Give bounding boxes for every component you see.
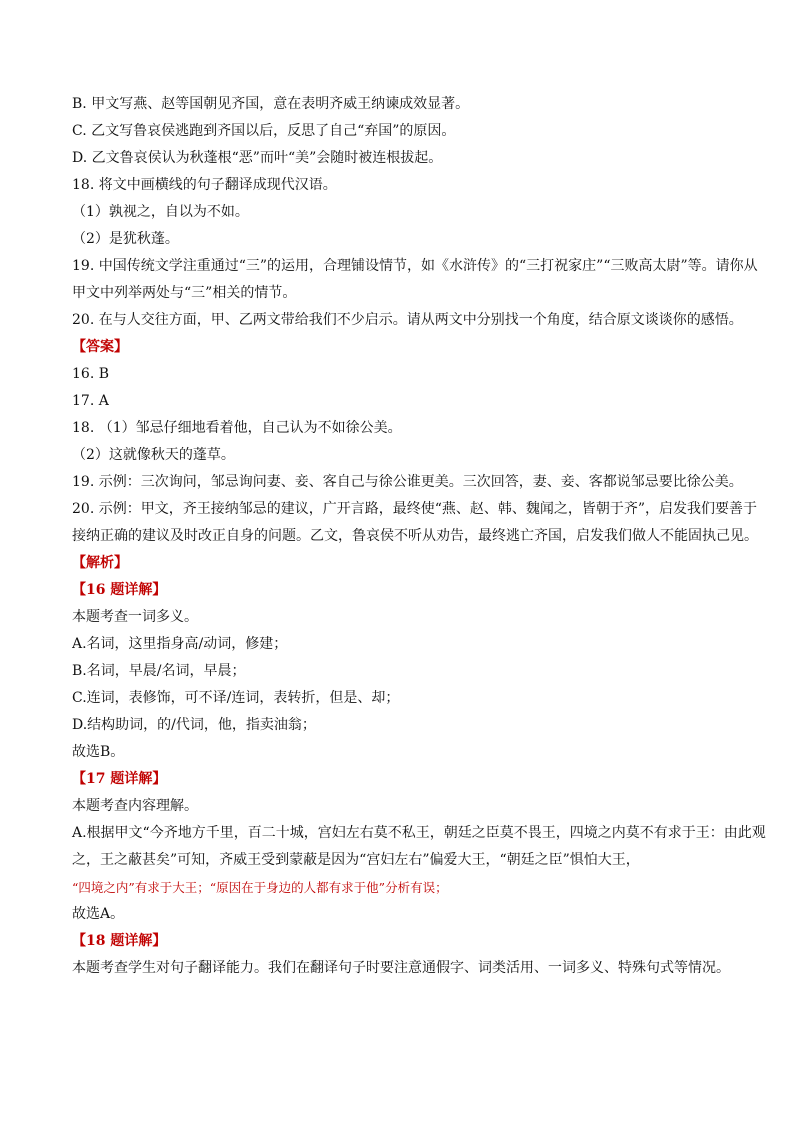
detail-18-heading: 【18 题详解】 [72,933,167,949]
question-20: 20. 在与人交往方面，甲、乙两文带给我们不少启示。请从两文中分别找一个角度，结合原文谈谈你的感悟。 [72,312,743,328]
option-c: C. 乙文写鲁哀侯逃跑到齐国以后，反思了自己“弃国”的原因。 [72,123,456,139]
answer-heading: 【答案】 [72,339,128,355]
detail-17-option-a: A.根据甲文“今齐地方千里，百二十城，宫妇左右莫不私王，朝廷之臣莫不畏王，四境之内莫不有求于王：由此观之，王之蔽甚矣”可知，齐威王受到蒙蔽是因为“宫妇左右”偏爱大王，“朝廷之臣”惧怕大王， [72,825,766,868]
answer-18-part-2: （2）这就像秋天的蓬草。 [72,447,235,463]
answer-20: 20. 示例：甲文，齐王接纳邹忌的建议，广开言路，最终使“燕、赵、韩、魏闻之，皆朝于齐”，启发我们要善于接纳正确的建议及时改正自身的问题。乙文，鲁哀侯不听从劝告，最终逃亡齐国，启发我们做人不能固执己见。 [72,501,758,544]
question-19: 19. 中国传统文学注重通过“三”的运用，合理铺设情节，如《水浒传》的“三打祝家庄”“三败高太尉”等。请你从甲文中列举两处与“三”相关的情节。 [72,258,758,301]
question-18: 18. 将文中画横线的句子翻译成现代汉语。 [72,177,337,193]
detail-16-option-b: B.名词，早晨/名词，早晨； [72,663,246,679]
detail-16-intro: 本题考查一词多义。 [72,609,198,625]
answer-18-part-1: 18. （1）邹忌仔细地看着他，自己认为不如徐公美。 [72,420,402,436]
question-18-part-2: （2）是犹秋蓬。 [72,231,179,247]
detail-16-conclusion: 故选B。 [72,744,125,760]
detail-16-option-d: D.结构助词，的/代词，他，指卖油翁； [72,717,316,733]
detail-16-option-c: C.连词，表修饰，可不译/连词，表转折，但是、却； [72,690,400,706]
answer-19: 19. 示例：三次询问，邹忌询问妻、妾、客自己与徐公谁更美。三次回答，妻、妾、客都说邹忌要比徐公美。 [72,474,743,490]
detail-18-intro: 本题考查学生对句子翻译能力。我们在翻译句子时要注意通假字、词类活用、一词多义、特殊句式等情况。 [72,960,730,976]
detail-17-error-note: “四境之内”有求于大王；“原因在于身边的人都有求于他”分析有误； [72,880,448,895]
detail-16-heading: 【16 题详解】 [72,582,167,598]
option-b: B. 甲文写燕、赵等国朝见齐国，意在表明齐威王纳谏成效显著。 [72,96,470,112]
detail-17-intro: 本题考查内容理解。 [72,798,198,814]
detail-17-heading: 【17 题详解】 [72,771,167,787]
answer-17: 17. A [72,393,109,409]
detail-16-option-a: A.名词，这里指身高/动词，修建； [72,636,288,652]
option-d: D. 乙文鲁哀侯认为秋蓬根“恶”而叶“美”会随时被连根拔起。 [72,150,443,166]
answer-16: 16. B [72,366,110,382]
question-18-part-1: （1）孰视之，自以为不如。 [72,204,249,220]
analysis-heading: 【解析】 [72,555,128,571]
detail-17-conclusion: 故选A。 [72,906,125,922]
